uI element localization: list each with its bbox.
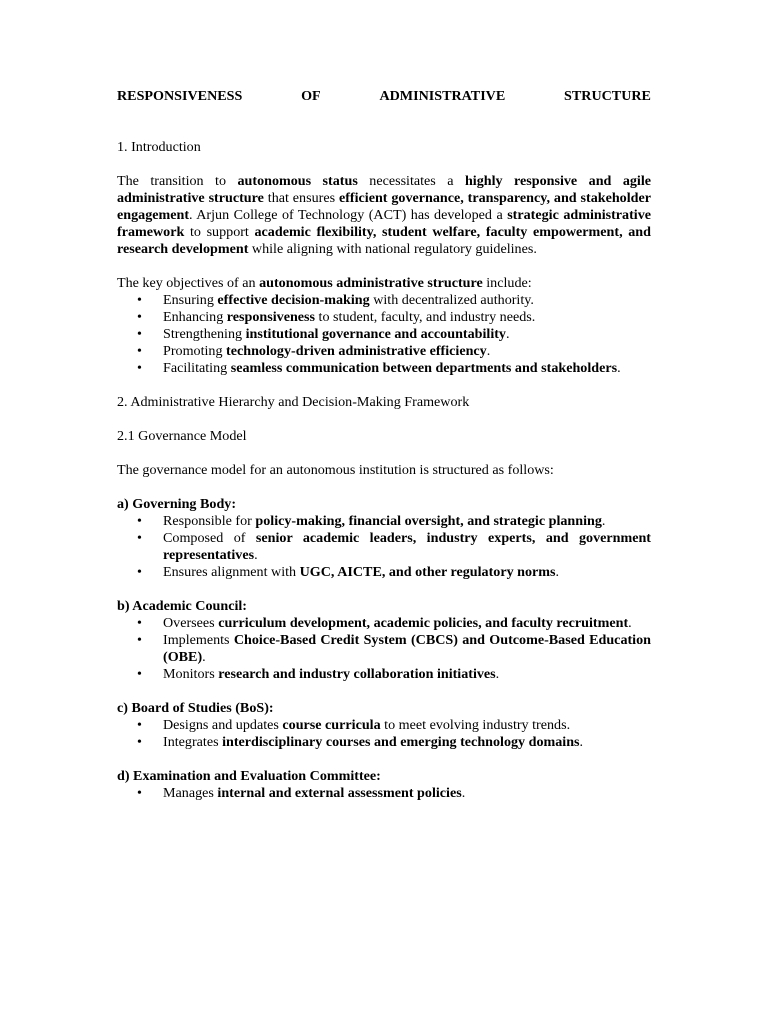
exam-committee-list <box>117 785 651 802</box>
section-2-1-heading: 2.1 Governance Model <box>117 428 247 444</box>
governing-body-heading: a) Governing Body: <box>117 496 237 512</box>
list-item: • Oversees curriculum development, academic policies, and faculty recruitment. <box>137 615 632 631</box>
bullet-icon: • <box>137 667 142 682</box>
intro-heading: 1. Introduction <box>117 139 201 155</box>
title-word: ADMINISTRATIVE <box>379 88 506 104</box>
bullet-icon: • <box>137 514 142 529</box>
board-of-studies-heading: c) Board of Studies (BoS): <box>117 700 274 716</box>
list-item: • Designs and updates course curricula to meet evolving industry trends. <box>137 717 571 733</box>
bullet-icon: • <box>137 344 142 359</box>
list-item: • Ensuring effective decision-making with decentralized authority. <box>137 292 534 308</box>
title-word: RESPONSIVENESS <box>117 88 243 104</box>
intro-paragraph: The transition to autonomous status necessitates a highly responsive and agile administrative structure that ensures efficient governance, transparency, and stakeholder engagement. Arjun College of Technology (ACT) has developed a strategic administrative framework to support academic flexibility, student welfare, faculty empowerment, and research development while aligning with national regulatory guidelines. <box>117 173 652 257</box>
bullet-icon: • <box>137 718 142 733</box>
list-item: • Composed of senior academic leaders, industry experts, and government representatives. <box>137 530 651 563</box>
bullet-icon: • <box>137 327 142 342</box>
list-item: • Promoting technology-driven administrative efficiency. <box>137 343 491 359</box>
bullet-icon: • <box>137 616 142 631</box>
bullet-icon: • <box>137 633 142 648</box>
list-item: • Ensures alignment with UGC, AICTE, and other regulatory norms. <box>137 564 560 580</box>
section-2-heading: 2. Administrative Hierarchy and Decision-Making Framework <box>117 394 470 410</box>
bullet-icon: • <box>137 786 142 801</box>
list-item: • Implements Choice-Based Credit System (CBCS) and Outcome-Based Education (OBE). <box>137 632 651 665</box>
list-item: • Enhancing responsiveness to student, faculty, and industry needs. <box>137 309 536 325</box>
objectives-intro: The key objectives of an autonomous administrative structure include: <box>117 275 532 291</box>
document-page <box>117 88 651 802</box>
objectives-list <box>117 292 651 377</box>
title-word: OF <box>301 88 321 104</box>
academic-council-heading: b) Academic Council: <box>117 598 247 614</box>
bullet-icon: • <box>137 531 142 546</box>
list-item: • Integrates interdisciplinary courses and emerging technology domains. <box>137 734 584 750</box>
governance-intro: The governance model for an autonomous institution is structured as follows: <box>117 462 554 478</box>
document-title <box>117 88 651 105</box>
bullet-icon: • <box>137 735 142 750</box>
list-item: • Facilitating seamless communication between departments and stakeholders. <box>137 360 621 376</box>
list-item: • Strengthening institutional governance and accountability. <box>137 326 510 342</box>
academic-council-list <box>117 615 651 683</box>
board-of-studies-list <box>117 717 651 751</box>
list-item: • Manages internal and external assessment policies. <box>137 785 466 801</box>
governing-body-list <box>117 513 651 581</box>
bullet-icon: • <box>137 310 142 325</box>
list-item: • Responsible for policy-making, financial oversight, and strategic planning. <box>137 513 606 529</box>
bullet-icon: • <box>137 293 142 308</box>
list-item: • Monitors research and industry collaboration initiatives. <box>137 666 500 682</box>
bullet-icon: • <box>137 565 142 580</box>
exam-committee-heading: d) Examination and Evaluation Committee: <box>117 768 381 784</box>
title-word: STRUCTURE <box>564 88 651 104</box>
bullet-icon: • <box>137 361 142 376</box>
